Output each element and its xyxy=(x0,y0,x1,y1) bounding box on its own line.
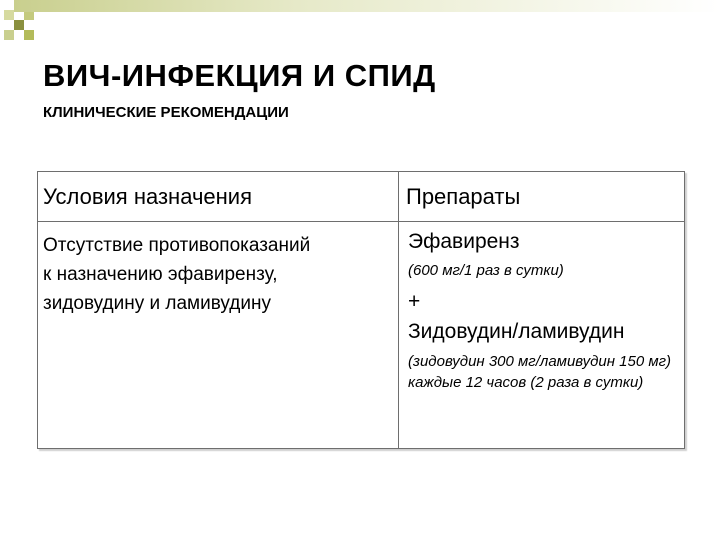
condition-cell: Отсутствие противопоказаний к назначению эфавирензу, зидовудину и ламивудину xyxy=(38,222,399,449)
page-subtitle: КЛИНИЧЕСКИЕ РЕКОМЕНДАЦИИ xyxy=(43,104,289,121)
drug-efavirenz-dose: (600 мг/1 раз в сутки) xyxy=(408,262,564,279)
header-drugs: Препараты xyxy=(399,172,685,222)
drug-efavirenz: Эфавиренз xyxy=(408,230,520,253)
page-title: ВИЧ-ИНФЕКЦИЯ И СПИД xyxy=(43,58,436,93)
plus-sign: + xyxy=(408,290,421,313)
drugs-cell xyxy=(399,222,685,449)
top-accent-bar xyxy=(14,0,720,12)
drug-zidovudine-lamivudine-dose: (зидовудин 300 мг/ламивудин 150 мг) каждые 12 часов (2 раза в сутки) xyxy=(408,353,672,391)
table-header-row xyxy=(38,172,685,222)
header-conditions: Условия назначения xyxy=(38,172,399,222)
recommendations-table xyxy=(37,171,685,449)
table-row xyxy=(38,222,685,449)
drug-zidovudine-lamivudine: Зидовудин/ламивудин xyxy=(408,320,625,343)
